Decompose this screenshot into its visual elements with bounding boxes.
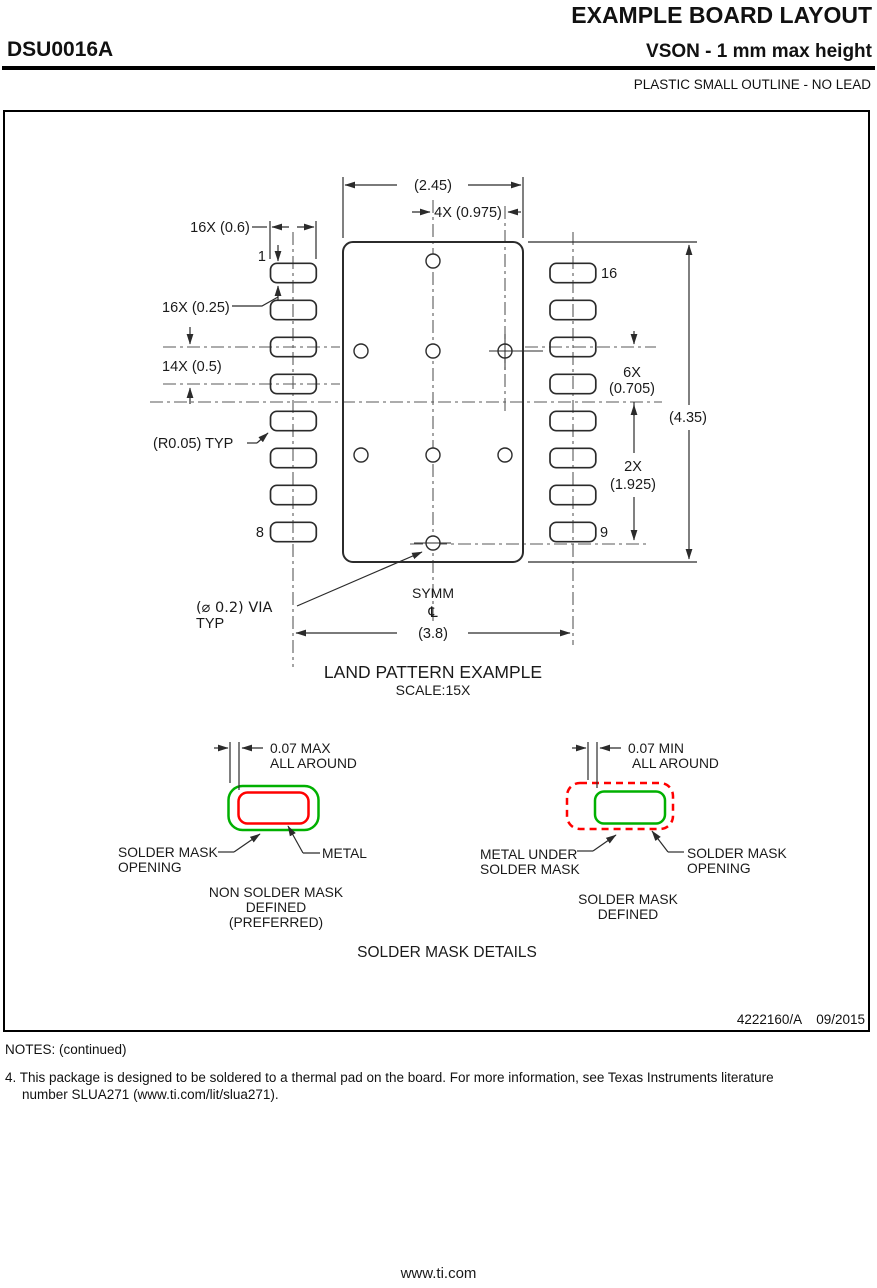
land-pattern-title: LAND PATTERN EXAMPLE <box>323 662 543 682</box>
dim-via-row-offset: (0.705) <box>609 381 655 397</box>
smd-caption-line2: DEFINED <box>597 907 659 922</box>
nsmd-opening-label-line2: OPENING <box>118 860 182 875</box>
solder-mask-details-title: SOLDER MASK DETAILS <box>357 944 537 961</box>
nsmd-dim-line2: ALL AROUND <box>270 756 357 771</box>
dim-thermal-width: (2.45) <box>414 178 452 194</box>
notes-heading: NOTES: (continued) <box>5 1042 127 1057</box>
nsmd-metal-shape <box>239 793 309 824</box>
dim-via-row-qty: 6X <box>623 365 641 381</box>
smd-dim-line2: ALL AROUND <box>632 756 719 771</box>
smd-opening-label-line2: OPENING <box>687 861 751 876</box>
package-subtitle: PLASTIC SMALL OUTLINE - NO LEAD <box>633 77 871 92</box>
smd-opening-label-line1: SOLDER MASK <box>687 846 787 861</box>
dim-pad-pitch: 14X (0.5) <box>162 359 222 375</box>
drawing-date: 09/2015 <box>816 1012 865 1027</box>
dimension-lines <box>190 177 697 633</box>
page-title: EXAMPLE BOARD LAYOUT <box>571 2 872 28</box>
symm-label: SYMM <box>412 585 454 601</box>
note-4-line2: number SLUA271 (www.ti.com/lit/slua271). <box>22 1087 279 1102</box>
pin-9-label: 9 <box>600 525 609 541</box>
drawing-number-id: 4222160/A <box>736 1012 803 1027</box>
land-pattern-scale: SCALE:15X <box>395 682 471 698</box>
smd-metal-label-line2: SOLDER MASK <box>480 862 580 877</box>
smd-caption-line1: SOLDER MASK <box>578 892 678 907</box>
nsmd-opening-label-line1: SOLDER MASK <box>118 845 218 860</box>
drawing-frame <box>4 111 869 1031</box>
dim-overall-height: (4.35) <box>669 410 707 426</box>
nsmd-detail <box>118 741 367 930</box>
pin-1-label: 1 <box>257 249 266 265</box>
nsmd-caption-line1: NON SOLDER MASK <box>208 885 344 900</box>
smd-solder-mask-opening-shape <box>595 792 665 824</box>
smd-dim-line1: 0.07 MIN <box>628 741 684 756</box>
centerline-symbol: ℄ <box>428 605 438 621</box>
dim-pad-height: 16X (0.25) <box>162 300 230 316</box>
dim-pad-width: 16X (0.6) <box>190 220 250 236</box>
corner-radius-note: (R0.05) TYP <box>153 436 234 452</box>
smd-metal-label-line1: METAL UNDER <box>480 847 578 862</box>
dim-center-via-offset: (1.925) <box>610 477 656 493</box>
via-note-line2: TYP <box>196 616 225 632</box>
nsmd-metal-label: METAL <box>322 846 367 861</box>
nsmd-dim-line1: 0.07 MAX <box>270 741 331 756</box>
website-link[interactable]: www.ti.com <box>400 1265 477 1282</box>
centerlines <box>150 200 662 667</box>
package-title: VSON - 1 mm max height <box>646 41 872 62</box>
via-note-line1: (⌀ 0.2) VIA <box>196 600 273 616</box>
nsmd-caption-line3: (PREFERRED) <box>228 915 324 930</box>
pin-16-label: 16 <box>601 266 618 282</box>
dim-center-via-qty: 2X <box>624 459 642 475</box>
dim-via-col-offset: 4X (0.975) <box>434 205 502 221</box>
nsmd-caption-line2: DEFINED <box>245 900 307 915</box>
smd-metal-under-mask-shape <box>567 783 673 829</box>
note-4-line1: 4. This package is designed to be soldered to a thermal pad on the board. For more information, see Texas Instruments literature <box>5 1070 774 1085</box>
part-number: DSU0016A <box>7 38 114 61</box>
smd-detail <box>480 741 787 922</box>
drawing-number <box>737 1012 865 1027</box>
dim-pad-span: (3.8) <box>418 626 448 642</box>
pin-8-label: 8 <box>255 525 264 541</box>
